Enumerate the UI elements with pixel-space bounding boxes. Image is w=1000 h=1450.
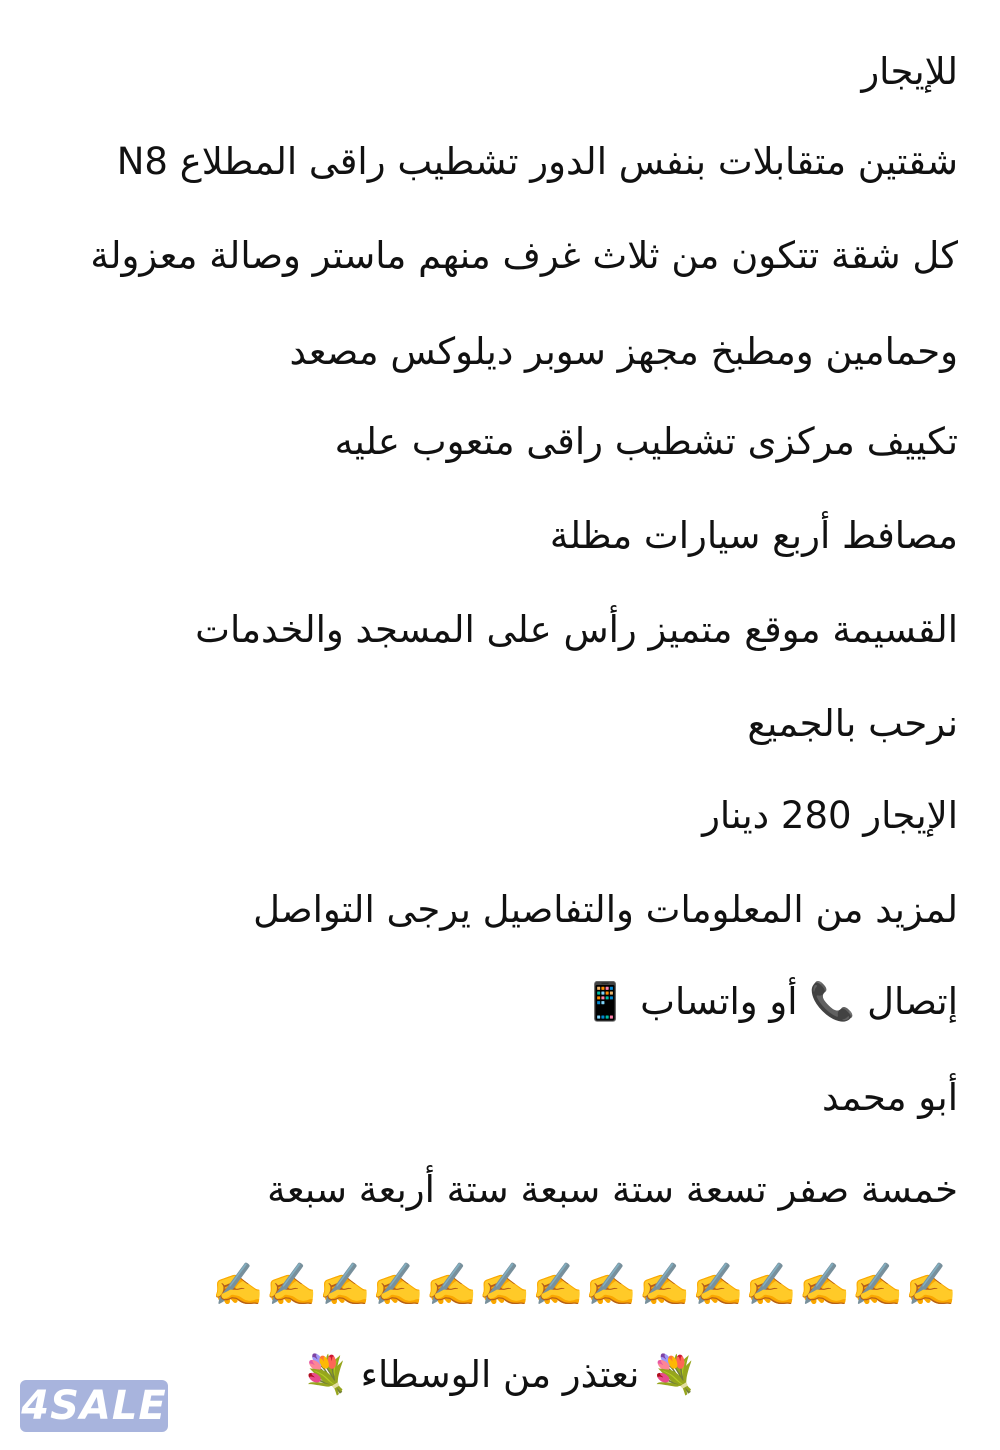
listing-line-more-info: لمزيد من المعلومات والتفاصيل يرجى التواصل — [253, 888, 958, 931]
listing-line-apartments: شقتين متقابلات بنفس الدور تشطيب راقى المطلاع N8 — [116, 140, 958, 183]
listing-line-contact-methods: إتصال 📞 أو واتساب 📱 — [582, 980, 958, 1023]
listing-line-ac-finishing: تكييف مركزى تشطيب راقى متعوب عليه — [334, 420, 958, 463]
listing-line-parking: مصافط أربع سيارات مظلة — [549, 514, 958, 557]
listing-title: للإيجار — [861, 50, 958, 93]
listing-line-welcome: نرحب بالجميع — [747, 702, 958, 745]
listing-line-location: القسيمة موقع متميز رأس على المسجد والخدمات — [195, 608, 958, 651]
listing-line-contact-name: أبو محمد — [822, 1076, 958, 1119]
listing-footer-no-brokers: 💐 نعتذر من الوسطاء 💐 — [302, 1353, 698, 1396]
listing-line-rent-price: الإيجار 280 دينار — [702, 794, 958, 837]
listing-line-phone-words: خمسة صفر تسعة ستة سبعة ستة أربعة سبعة — [267, 1168, 958, 1211]
listing-line-bathrooms-kitchen: وحمامين ومطبخ مجهز سوبر ديلوكس مصعد — [289, 330, 958, 373]
watermark-text: 4SALE — [21, 1383, 167, 1429]
listing-line-rooms: كل شقة تتكون من ثلاث غرف منهم ماستر وصالة معزولة — [90, 234, 958, 277]
writing-hand-icon-row: ✍️✍️✍️✍️✍️✍️✍️✍️✍️✍️✍️✍️✍️✍️ — [211, 1260, 958, 1309]
4sale-watermark-logo — [20, 1380, 168, 1432]
